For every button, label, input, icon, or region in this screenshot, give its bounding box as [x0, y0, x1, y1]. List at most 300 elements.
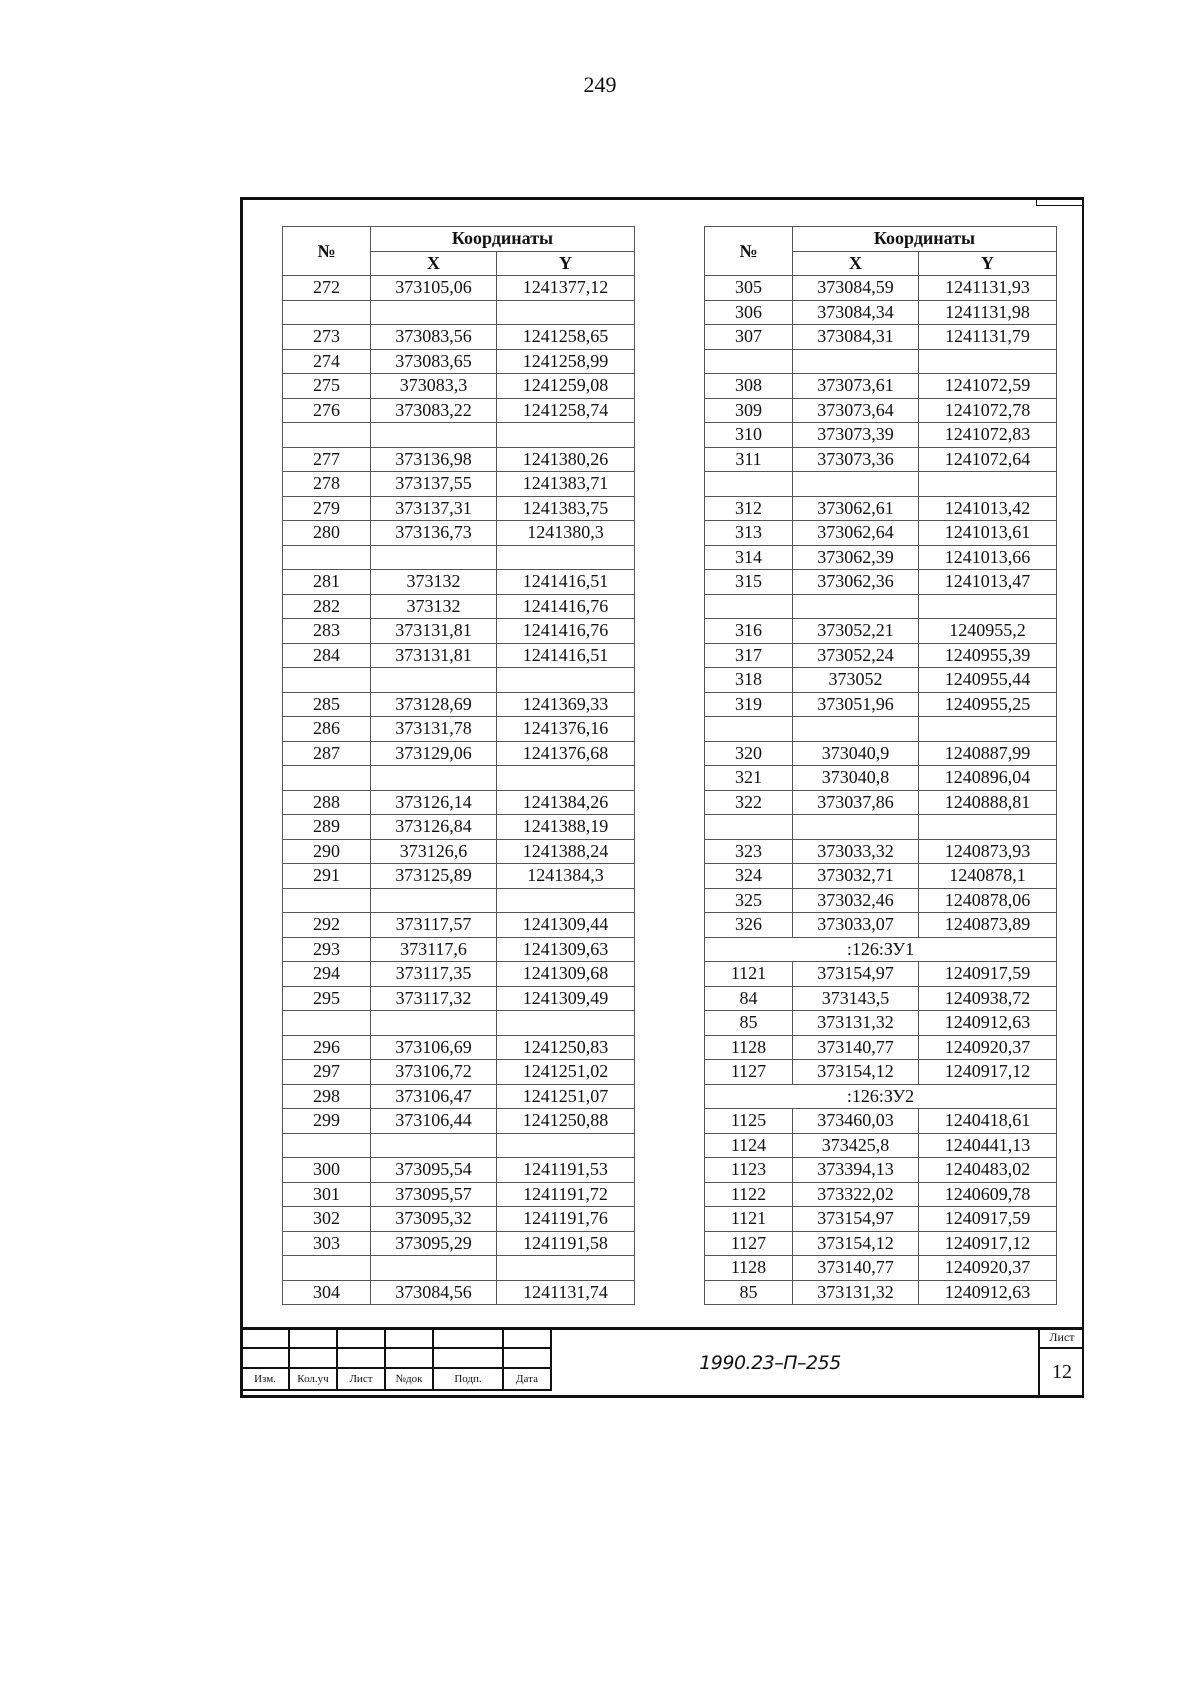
y-value: [497, 668, 635, 693]
x-value: 373143,5: [793, 986, 919, 1011]
point-number: 301: [283, 1182, 371, 1207]
table-row: [705, 398, 1057, 423]
x-value: 373073,61: [793, 374, 919, 399]
point-number: 1123: [705, 1158, 793, 1183]
table-row: [283, 447, 635, 472]
table-row: [705, 692, 1057, 717]
x-value: [371, 766, 497, 791]
y-value: [497, 888, 635, 913]
y-value: [919, 815, 1057, 840]
sheet-label: Лист: [1040, 1327, 1084, 1349]
table-row: [705, 1182, 1057, 1207]
corner-mark: [1036, 197, 1083, 206]
point-number: [283, 300, 371, 325]
y-value: 1240920,37: [919, 1035, 1057, 1060]
y-value: 1241251,07: [497, 1084, 635, 1109]
point-number: 287: [283, 741, 371, 766]
x-value: 373037,86: [793, 790, 919, 815]
table-row: [705, 937, 1057, 962]
table-row: [705, 1084, 1057, 1109]
y-value: 1240418,61: [919, 1109, 1057, 1134]
table-row: [283, 864, 635, 889]
y-value: 1241383,71: [497, 472, 635, 497]
point-number: 300: [283, 1158, 371, 1183]
x-value: 373095,32: [371, 1207, 497, 1232]
table-row: [283, 1182, 635, 1207]
point-number: 299: [283, 1109, 371, 1134]
table-row: [705, 496, 1057, 521]
x-value: [793, 349, 919, 374]
x-value: 373460,03: [793, 1109, 919, 1134]
x-value: 373084,59: [793, 276, 919, 301]
table-row: [705, 1207, 1057, 1232]
x-header: X: [793, 251, 919, 276]
y-value: 1241013,66: [919, 545, 1057, 570]
x-value: [371, 1256, 497, 1281]
table-row: [283, 1231, 635, 1256]
x-value: 373131,32: [793, 1280, 919, 1305]
point-number: 304: [283, 1280, 371, 1305]
table-row: [705, 839, 1057, 864]
x-value: 373051,96: [793, 692, 919, 717]
point-number: 276: [283, 398, 371, 423]
table-row: [283, 1207, 635, 1232]
point-number: 274: [283, 349, 371, 374]
point-number: 298: [283, 1084, 371, 1109]
x-value: 373083,56: [371, 325, 497, 350]
y-value: 1241416,51: [497, 570, 635, 595]
x-value: 373126,84: [371, 815, 497, 840]
point-number: 273: [283, 325, 371, 350]
point-number: 307: [705, 325, 793, 350]
table-row: [283, 276, 635, 301]
table-row: [705, 570, 1057, 595]
y-value: [497, 1133, 635, 1158]
y-value: 1240878,1: [919, 864, 1057, 889]
y-value: 1240920,37: [919, 1256, 1057, 1281]
table-row: [705, 1231, 1057, 1256]
table-row: [705, 815, 1057, 840]
x-value: 373131,81: [371, 643, 497, 668]
x-value: 373106,44: [371, 1109, 497, 1134]
table-row: [283, 962, 635, 987]
point-number: [705, 349, 793, 374]
table-row: [283, 766, 635, 791]
x-value: 373140,77: [793, 1035, 919, 1060]
y-value: 1241376,68: [497, 741, 635, 766]
x-value: 373033,32: [793, 839, 919, 864]
table-row: [705, 1280, 1057, 1305]
x-value: 373062,64: [793, 521, 919, 546]
table-row: [705, 472, 1057, 497]
point-number: 320: [705, 741, 793, 766]
y-value: 1241251,02: [497, 1060, 635, 1085]
table-row: [705, 325, 1057, 350]
table-row: [705, 668, 1057, 693]
y-value: 1240888,81: [919, 790, 1057, 815]
point-number: 321: [705, 766, 793, 791]
coordinates-table-right: [704, 226, 1057, 1305]
y-value: 1240912,63: [919, 1280, 1057, 1305]
table-row: [705, 1158, 1057, 1183]
y-value: 1241388,24: [497, 839, 635, 864]
table-row: [705, 1109, 1057, 1134]
table-row: [283, 790, 635, 815]
y-value: 1241259,08: [497, 374, 635, 399]
table-row: [283, 1035, 635, 1060]
table-row: [283, 349, 635, 374]
point-number: 280: [283, 521, 371, 546]
x-value: 373052,24: [793, 643, 919, 668]
x-value: 373095,54: [371, 1158, 497, 1183]
x-value: 373052,21: [793, 619, 919, 644]
x-value: 373126,14: [371, 790, 497, 815]
y-value: 1241258,74: [497, 398, 635, 423]
x-value: 373154,97: [793, 1207, 919, 1232]
table-row: [283, 1133, 635, 1158]
table-row: [705, 521, 1057, 546]
y-value: [497, 300, 635, 325]
point-number: 85: [705, 1280, 793, 1305]
point-number: 1127: [705, 1060, 793, 1085]
point-number: 292: [283, 913, 371, 938]
x-value: 373083,22: [371, 398, 497, 423]
y-value: 1240955,44: [919, 668, 1057, 693]
x-value: 373033,07: [793, 913, 919, 938]
y-value: 1241131,93: [919, 276, 1057, 301]
point-number: [283, 888, 371, 913]
x-value: 373117,32: [371, 986, 497, 1011]
y-value: 1240917,59: [919, 1207, 1057, 1232]
table-row: [283, 913, 635, 938]
point-number: 290: [283, 839, 371, 864]
x-value: 373128,69: [371, 692, 497, 717]
point-number: 284: [283, 643, 371, 668]
table-row: [705, 1133, 1057, 1158]
y-value: 1240441,13: [919, 1133, 1057, 1158]
point-number: 1128: [705, 1256, 793, 1281]
table-row: [283, 570, 635, 595]
x-value: 373131,78: [371, 717, 497, 742]
point-number: 308: [705, 374, 793, 399]
point-number: 1128: [705, 1035, 793, 1060]
table-row: [705, 864, 1057, 889]
table-row: [283, 619, 635, 644]
point-number: 291: [283, 864, 371, 889]
x-value: 373073,39: [793, 423, 919, 448]
x-value: 373425,8: [793, 1133, 919, 1158]
coords-header: Координаты: [793, 227, 1057, 252]
y-value: 1241191,72: [497, 1182, 635, 1207]
table-row: [283, 815, 635, 840]
x-value: [371, 423, 497, 448]
point-number: 289: [283, 815, 371, 840]
point-number: 324: [705, 864, 793, 889]
y-value: 1240917,12: [919, 1060, 1057, 1085]
table-row: [283, 1060, 635, 1085]
y-value: 1241258,99: [497, 349, 635, 374]
y-header: Y: [919, 251, 1057, 276]
sheet-number: 12: [1052, 1361, 1072, 1383]
table-row: [705, 619, 1057, 644]
x-value: 373394,13: [793, 1158, 919, 1183]
y-value: 1240873,89: [919, 913, 1057, 938]
x-value: [371, 1133, 497, 1158]
x-value: 373136,98: [371, 447, 497, 472]
y-value: [919, 472, 1057, 497]
x-value: 373083,3: [371, 374, 497, 399]
table-row: [283, 692, 635, 717]
table-row: [283, 1158, 635, 1183]
point-number: 288: [283, 790, 371, 815]
y-value: 1241072,59: [919, 374, 1057, 399]
y-value: [497, 766, 635, 791]
point-number: 293: [283, 937, 371, 962]
x-value: 373322,02: [793, 1182, 919, 1207]
table-row: [705, 423, 1057, 448]
y-value: 1240873,93: [919, 839, 1057, 864]
point-number: 325: [705, 888, 793, 913]
point-number: 317: [705, 643, 793, 668]
y-value: 1241416,76: [497, 619, 635, 644]
sheet-box: [1038, 1327, 1084, 1398]
x-value: 373132: [371, 570, 497, 595]
point-number: 277: [283, 447, 371, 472]
point-number: [283, 423, 371, 448]
point-number: 1121: [705, 1207, 793, 1232]
y-value: [497, 545, 635, 570]
point-number: 297: [283, 1060, 371, 1085]
y-value: 1240896,04: [919, 766, 1057, 791]
point-number: 294: [283, 962, 371, 987]
table-row: [705, 447, 1057, 472]
point-number: 1121: [705, 962, 793, 987]
point-number: 311: [705, 447, 793, 472]
table-row: [283, 472, 635, 497]
y-value: 1241377,12: [497, 276, 635, 301]
table-row: [283, 1280, 635, 1305]
x-value: [371, 545, 497, 570]
table-row: [705, 790, 1057, 815]
point-number: 272: [283, 276, 371, 301]
table-row: [283, 1256, 635, 1281]
stamp-label: №док: [385, 1368, 433, 1390]
group-label: :126:ЗУ1: [705, 937, 1057, 962]
y-value: 1241191,53: [497, 1158, 635, 1183]
y-value: 1241309,68: [497, 962, 635, 987]
x-value: [371, 668, 497, 693]
point-number: [283, 668, 371, 693]
x-value: 373032,46: [793, 888, 919, 913]
table-row: [705, 276, 1057, 301]
table-row: [283, 937, 635, 962]
point-number: 302: [283, 1207, 371, 1232]
y-value: 1241131,98: [919, 300, 1057, 325]
x-value: 373154,97: [793, 962, 919, 987]
stamp-label: Изм.: [241, 1368, 289, 1390]
y-value: 1241013,61: [919, 521, 1057, 546]
stamp-label: Подп.: [433, 1368, 503, 1390]
y-value: 1241380,26: [497, 447, 635, 472]
y-value: 1241191,58: [497, 1231, 635, 1256]
x-value: 373131,81: [371, 619, 497, 644]
table-row: [283, 643, 635, 668]
point-number: 279: [283, 496, 371, 521]
x-value: 373095,29: [371, 1231, 497, 1256]
stamp-label: Кол.уч: [289, 1368, 337, 1390]
y-value: [919, 594, 1057, 619]
y-value: 1241384,26: [497, 790, 635, 815]
right-table-body: [705, 276, 1057, 1305]
table-row: [705, 1011, 1057, 1036]
point-number: 313: [705, 521, 793, 546]
point-number: 278: [283, 472, 371, 497]
x-value: 373083,65: [371, 349, 497, 374]
table-row: [283, 374, 635, 399]
y-value: 1240917,12: [919, 1231, 1057, 1256]
y-value: 1241309,63: [497, 937, 635, 962]
x-value: [371, 300, 497, 325]
revision-grid: [240, 1327, 552, 1391]
point-number: 281: [283, 570, 371, 595]
point-number: [283, 1011, 371, 1036]
table-row: [283, 300, 635, 325]
x-value: 373106,69: [371, 1035, 497, 1060]
x-value: 373062,61: [793, 496, 919, 521]
point-number: 84: [705, 986, 793, 1011]
point-number: [283, 1256, 371, 1281]
x-value: 373106,72: [371, 1060, 497, 1085]
table-row: [705, 374, 1057, 399]
y-value: 1240887,99: [919, 741, 1057, 766]
x-value: 373073,64: [793, 398, 919, 423]
document-code: 1990.23–П–255: [699, 1351, 841, 1374]
point-number: 316: [705, 619, 793, 644]
x-header: X: [371, 251, 497, 276]
point-number: [705, 472, 793, 497]
x-value: 373040,8: [793, 766, 919, 791]
point-number: 282: [283, 594, 371, 619]
y-value: 1240955,25: [919, 692, 1057, 717]
point-number: 319: [705, 692, 793, 717]
stamp-label: Лист: [337, 1368, 385, 1390]
table-row: [705, 962, 1057, 987]
x-value: 373129,06: [371, 741, 497, 766]
x-value: 373084,31: [793, 325, 919, 350]
y-value: 1241072,64: [919, 447, 1057, 472]
y-value: [497, 1011, 635, 1036]
point-number: 322: [705, 790, 793, 815]
table-row: [705, 1256, 1057, 1281]
y-value: 1241131,79: [919, 325, 1057, 350]
y-value: 1241416,51: [497, 643, 635, 668]
x-value: 373084,34: [793, 300, 919, 325]
table-row: [283, 325, 635, 350]
table-row: [283, 986, 635, 1011]
table-row: [283, 1011, 635, 1036]
x-value: 373154,12: [793, 1231, 919, 1256]
y-value: 1240912,63: [919, 1011, 1057, 1036]
x-value: 373052: [793, 668, 919, 693]
table-row: [705, 545, 1057, 570]
point-number: 1122: [705, 1182, 793, 1207]
y-value: 1241013,42: [919, 496, 1057, 521]
x-value: 373117,35: [371, 962, 497, 987]
title-block: [240, 1327, 1084, 1398]
left-table-body: [283, 276, 635, 1305]
y-value: 1240483,02: [919, 1158, 1057, 1183]
table-row: [705, 300, 1057, 325]
x-value: 373125,89: [371, 864, 497, 889]
y-value: 1241191,76: [497, 1207, 635, 1232]
x-value: 373117,57: [371, 913, 497, 938]
x-value: 373106,47: [371, 1084, 497, 1109]
table-row: [705, 986, 1057, 1011]
y-value: 1241376,16: [497, 717, 635, 742]
point-number: 309: [705, 398, 793, 423]
point-number: 286: [283, 717, 371, 742]
stamp-label: Дата: [503, 1368, 551, 1390]
point-number: 296: [283, 1035, 371, 1060]
point-number: 306: [705, 300, 793, 325]
point-number: 310: [705, 423, 793, 448]
point-number: 1125: [705, 1109, 793, 1134]
point-number: [283, 766, 371, 791]
point-number: [283, 1133, 371, 1158]
table-row: [705, 1060, 1057, 1085]
point-number: 1124: [705, 1133, 793, 1158]
y-value: 1240955,2: [919, 619, 1057, 644]
y-value: 1241388,19: [497, 815, 635, 840]
point-number: 326: [705, 913, 793, 938]
x-value: 373040,9: [793, 741, 919, 766]
table-row: [283, 741, 635, 766]
table-row: [705, 349, 1057, 374]
num-header: №: [705, 227, 793, 276]
x-value: 373136,73: [371, 521, 497, 546]
table-row: [283, 717, 635, 742]
coordinates-table-left: [282, 226, 635, 1305]
y-value: 1241250,83: [497, 1035, 635, 1060]
table-row: [283, 496, 635, 521]
x-value: 373062,39: [793, 545, 919, 570]
table-row: [283, 594, 635, 619]
table-row: [705, 766, 1057, 791]
table-row: [283, 1109, 635, 1134]
x-value: [793, 717, 919, 742]
table-row: [705, 643, 1057, 668]
table-row: [283, 1084, 635, 1109]
x-value: [793, 594, 919, 619]
y-value: 1241383,75: [497, 496, 635, 521]
table-row: [283, 521, 635, 546]
x-value: 373131,32: [793, 1011, 919, 1036]
y-value: [919, 349, 1057, 374]
point-number: [283, 545, 371, 570]
y-value: 1241309,44: [497, 913, 635, 938]
y-value: 1241072,83: [919, 423, 1057, 448]
y-value: 1240938,72: [919, 986, 1057, 1011]
x-value: 373137,31: [371, 496, 497, 521]
point-number: 314: [705, 545, 793, 570]
y-value: 1241369,33: [497, 692, 635, 717]
y-value: [919, 717, 1057, 742]
y-value: 1240878,06: [919, 888, 1057, 913]
y-value: 1241380,3: [497, 521, 635, 546]
x-value: 373105,06: [371, 276, 497, 301]
table-row: [705, 888, 1057, 913]
x-value: [371, 1011, 497, 1036]
